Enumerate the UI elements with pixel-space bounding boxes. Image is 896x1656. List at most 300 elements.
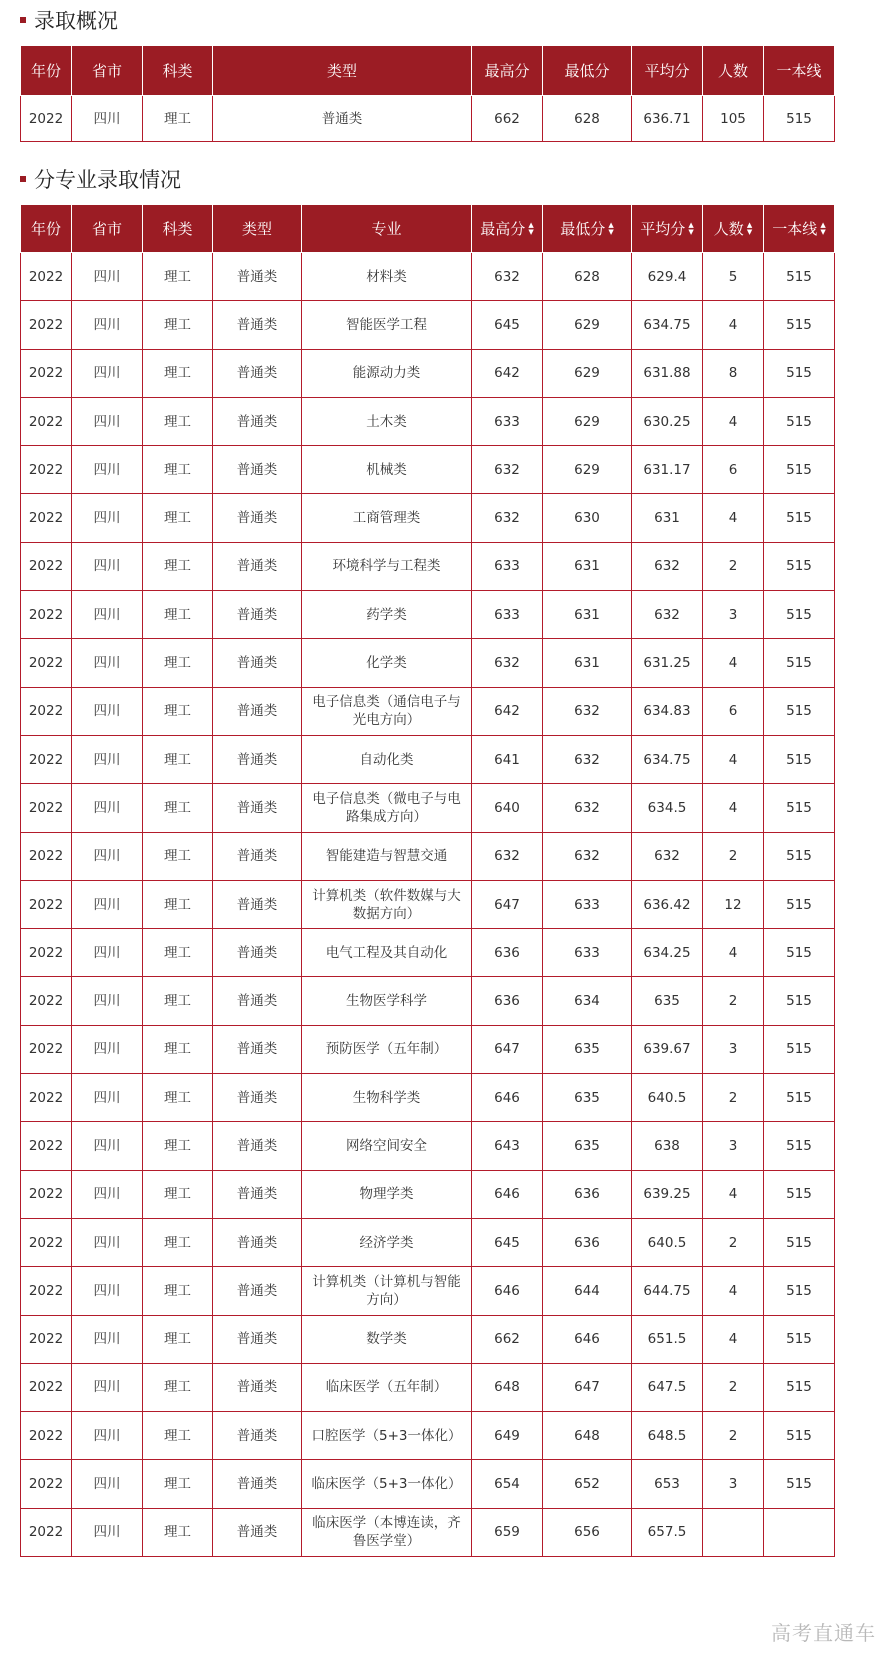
header-label: 省市 xyxy=(91,220,122,238)
table-cell: 662 xyxy=(472,1315,543,1363)
table-cell: 四川 xyxy=(72,446,143,494)
table-cell: 635 xyxy=(543,1074,632,1122)
header-label: 科类 xyxy=(162,220,193,238)
table-row xyxy=(21,977,835,1025)
table-cell: 515 xyxy=(764,1412,835,1460)
table-cell: 普通类 xyxy=(213,301,302,349)
table-cell: 普通类 xyxy=(213,591,302,639)
table-cell: 4 xyxy=(703,1170,764,1218)
table-cell: 640.5 xyxy=(632,1074,703,1122)
table-cell: 2022 xyxy=(21,1122,72,1170)
table-cell: 4 xyxy=(703,639,764,687)
table-cell: 8 xyxy=(703,349,764,397)
table-cell: 理工 xyxy=(143,1315,213,1363)
header-label: 人数 xyxy=(717,62,748,80)
header-label: 省市 xyxy=(91,62,122,80)
summary-cell: 515 xyxy=(764,96,835,142)
table-row xyxy=(21,1315,835,1363)
header-label: 年份 xyxy=(30,220,61,238)
table-cell: 3 xyxy=(703,591,764,639)
table-cell: 四川 xyxy=(72,1025,143,1073)
table-cell: 3 xyxy=(703,1025,764,1073)
table-cell: 普通类 xyxy=(213,929,302,977)
table-cell: 632 xyxy=(472,494,543,542)
table-cell: 652 xyxy=(543,1460,632,1508)
table-cell: 普通类 xyxy=(213,253,302,301)
section-title-majors xyxy=(20,166,181,192)
table-cell: 理工 xyxy=(143,880,213,928)
major-name-cell: 电子信息类（通信电子与光电方向） xyxy=(302,687,472,735)
major-name-cell: 计算机类（计算机与智能方向） xyxy=(302,1267,472,1315)
table-cell: 2022 xyxy=(21,1218,72,1266)
table-cell: 515 xyxy=(764,1460,835,1508)
table-cell: 四川 xyxy=(72,1412,143,1460)
table-row xyxy=(21,687,835,735)
table-cell: 642 xyxy=(472,687,543,735)
summary-header-cell xyxy=(543,46,632,96)
table-cell: 515 xyxy=(764,446,835,494)
header-label: 最高分 xyxy=(480,220,526,238)
header-label: 一本线 xyxy=(772,220,818,238)
table-cell: 2022 xyxy=(21,1074,72,1122)
table-cell: 四川 xyxy=(72,591,143,639)
table-cell: 515 xyxy=(764,1170,835,1218)
table-cell: 6 xyxy=(703,446,764,494)
table-cell: 四川 xyxy=(72,880,143,928)
table-cell: 普通类 xyxy=(213,832,302,880)
table-cell: 634.25 xyxy=(632,929,703,977)
table-cell: 631 xyxy=(543,639,632,687)
majors-table xyxy=(20,204,835,1557)
table-cell: 635 xyxy=(543,1025,632,1073)
table-cell: 4 xyxy=(703,1267,764,1315)
table-cell: 理工 xyxy=(143,1170,213,1218)
table-cell: 515 xyxy=(764,591,835,639)
table-cell: 四川 xyxy=(72,1315,143,1363)
major-name-cell: 网络空间安全 xyxy=(302,1122,472,1170)
table-row xyxy=(21,253,835,301)
table-cell: 647 xyxy=(472,1025,543,1073)
major-name-cell: 计算机类（软件数媒与大数据方向） xyxy=(302,880,472,928)
table-cell: 515 xyxy=(764,301,835,349)
table-cell: 636 xyxy=(472,929,543,977)
table-cell: 515 xyxy=(764,1218,835,1266)
table-cell: 四川 xyxy=(72,1122,143,1170)
major-name-cell: 电气工程及其自动化 xyxy=(302,929,472,977)
table-cell: 638 xyxy=(632,1122,703,1170)
table-cell: 642 xyxy=(472,349,543,397)
table-cell: 636 xyxy=(543,1218,632,1266)
table-cell: 普通类 xyxy=(213,542,302,590)
table-cell: 2022 xyxy=(21,832,72,880)
majors-header-cell[interactable] xyxy=(543,205,632,253)
table-cell: 四川 xyxy=(72,1508,143,1556)
table-cell: 2022 xyxy=(21,1508,72,1556)
table-cell: 普通类 xyxy=(213,1267,302,1315)
table-cell: 普通类 xyxy=(213,977,302,1025)
table-cell: 647.5 xyxy=(632,1363,703,1411)
major-name-cell: 工商管理类 xyxy=(302,494,472,542)
table-cell: 理工 xyxy=(143,542,213,590)
table-cell: 理工 xyxy=(143,349,213,397)
table-cell: 理工 xyxy=(143,301,213,349)
table-cell: 四川 xyxy=(72,397,143,445)
table-cell: 629 xyxy=(543,301,632,349)
table-cell: 648 xyxy=(543,1412,632,1460)
majors-header-cell[interactable] xyxy=(632,205,703,253)
table-cell: 632 xyxy=(472,639,543,687)
summary-header-cell xyxy=(472,46,543,96)
summary-header-cell xyxy=(703,46,764,96)
table-cell: 4 xyxy=(703,397,764,445)
major-name-cell: 电子信息类（微电子与电路集成方向） xyxy=(302,784,472,832)
major-name-cell: 化学类 xyxy=(302,639,472,687)
table-cell: 2022 xyxy=(21,1170,72,1218)
table-cell: 理工 xyxy=(143,1412,213,1460)
table-row xyxy=(21,832,835,880)
table-row xyxy=(21,591,835,639)
table-cell: 2022 xyxy=(21,542,72,590)
header-label: 人数 xyxy=(713,220,744,238)
table-cell: 646 xyxy=(472,1267,543,1315)
table-cell: 633 xyxy=(472,542,543,590)
table-cell: 2022 xyxy=(21,639,72,687)
summary-cell: 628 xyxy=(543,96,632,142)
table-cell: 普通类 xyxy=(213,880,302,928)
table-row xyxy=(21,880,835,928)
table-cell: 640.5 xyxy=(632,1218,703,1266)
table-cell: 634.83 xyxy=(632,687,703,735)
major-name-cell: 智能医学工程 xyxy=(302,301,472,349)
table-cell: 2022 xyxy=(21,1363,72,1411)
table-cell: 理工 xyxy=(143,929,213,977)
table-cell: 631.88 xyxy=(632,349,703,397)
table-cell: 635 xyxy=(543,1122,632,1170)
table-cell: 515 xyxy=(764,832,835,880)
table-cell: 515 xyxy=(764,253,835,301)
header-label: 科类 xyxy=(162,62,193,80)
table-cell: 普通类 xyxy=(213,349,302,397)
table-cell: 2 xyxy=(703,1363,764,1411)
table-cell: 理工 xyxy=(143,397,213,445)
table-row xyxy=(21,349,835,397)
table-cell: 四川 xyxy=(72,1074,143,1122)
majors-header-cell xyxy=(213,205,302,253)
table-row xyxy=(21,1412,835,1460)
table-cell: 515 xyxy=(764,349,835,397)
table-cell: 普通类 xyxy=(213,1460,302,1508)
table-cell: 2 xyxy=(703,1412,764,1460)
majors-header-cell xyxy=(302,205,472,253)
table-row xyxy=(21,1170,835,1218)
table-cell: 515 xyxy=(764,735,835,783)
table-cell: 515 xyxy=(764,1363,835,1411)
table-cell: 4 xyxy=(703,929,764,977)
major-name-cell: 物理学类 xyxy=(302,1170,472,1218)
table-cell: 4 xyxy=(703,784,764,832)
table-cell: 四川 xyxy=(72,735,143,783)
table-cell: 515 xyxy=(764,494,835,542)
table-cell: 理工 xyxy=(143,687,213,735)
table-cell: 四川 xyxy=(72,977,143,1025)
table-cell: 四川 xyxy=(72,1460,143,1508)
table-cell: 理工 xyxy=(143,1218,213,1266)
table-cell: 理工 xyxy=(143,1363,213,1411)
table-cell: 631 xyxy=(543,591,632,639)
table-cell: 四川 xyxy=(72,639,143,687)
table-cell: 633 xyxy=(472,397,543,445)
summary-cell: 普通类 xyxy=(213,96,472,142)
table-cell: 四川 xyxy=(72,494,143,542)
title-bullet-icon xyxy=(20,176,26,182)
majors-header-cell xyxy=(143,205,213,253)
title-bullet-icon xyxy=(20,17,26,23)
summary-header-cell xyxy=(21,46,72,96)
table-cell: 四川 xyxy=(72,784,143,832)
table-cell: 普通类 xyxy=(213,639,302,687)
table-cell: 659 xyxy=(472,1508,543,1556)
summary-cell: 662 xyxy=(472,96,543,142)
table-cell xyxy=(703,1508,764,1556)
table-cell: 四川 xyxy=(72,1218,143,1266)
table-cell: 515 xyxy=(764,1074,835,1122)
table-cell: 理工 xyxy=(143,639,213,687)
table-cell: 2022 xyxy=(21,735,72,783)
major-name-cell: 自动化类 xyxy=(302,735,472,783)
table-row xyxy=(21,1363,835,1411)
table-cell: 2022 xyxy=(21,1025,72,1073)
table-cell: 普通类 xyxy=(213,1315,302,1363)
table-cell: 656 xyxy=(543,1508,632,1556)
table-cell: 634.75 xyxy=(632,301,703,349)
majors-header-cell[interactable] xyxy=(472,205,543,253)
sort-icon[interactable]: ▲ ▼ xyxy=(820,220,826,236)
table-cell: 2 xyxy=(703,1074,764,1122)
table-cell: 639.67 xyxy=(632,1025,703,1073)
summary-header-cell xyxy=(632,46,703,96)
table-cell: 651.5 xyxy=(632,1315,703,1363)
summary-header-cell xyxy=(213,46,472,96)
summary-header-cell xyxy=(143,46,213,96)
table-cell: 2 xyxy=(703,542,764,590)
table-row xyxy=(21,1122,835,1170)
table-row xyxy=(21,1218,835,1266)
table-cell: 2022 xyxy=(21,1267,72,1315)
table-cell: 515 xyxy=(764,1025,835,1073)
table-cell: 640 xyxy=(472,784,543,832)
summary-table xyxy=(20,45,835,142)
major-name-cell: 环境科学与工程类 xyxy=(302,542,472,590)
table-cell: 2022 xyxy=(21,1315,72,1363)
table-cell: 633 xyxy=(543,929,632,977)
table-cell: 643 xyxy=(472,1122,543,1170)
table-row xyxy=(21,639,835,687)
watermark: 高考直通车 xyxy=(771,1621,876,1645)
header-label: 专业 xyxy=(371,220,402,238)
majors-title-text: 分专业录取情况 xyxy=(34,168,181,192)
major-name-cell: 智能建造与智慧交通 xyxy=(302,832,472,880)
table-cell: 632 xyxy=(543,735,632,783)
major-name-cell: 临床医学（五年制） xyxy=(302,1363,472,1411)
table-cell: 普通类 xyxy=(213,1170,302,1218)
table-cell: 普通类 xyxy=(213,1363,302,1411)
table-cell: 647 xyxy=(472,880,543,928)
table-cell: 633 xyxy=(472,591,543,639)
summary-cell: 四川 xyxy=(72,96,143,142)
table-cell: 631 xyxy=(632,494,703,542)
table-cell: 515 xyxy=(764,784,835,832)
table-cell: 636 xyxy=(472,977,543,1025)
table-cell: 4 xyxy=(703,494,764,542)
table-cell: 632 xyxy=(632,591,703,639)
table-cell: 636 xyxy=(543,1170,632,1218)
table-cell: 理工 xyxy=(143,1267,213,1315)
major-name-cell: 口腔医学（5+3一体化） xyxy=(302,1412,472,1460)
table-cell: 四川 xyxy=(72,349,143,397)
major-name-cell: 临床医学（5+3一体化） xyxy=(302,1460,472,1508)
table-cell: 645 xyxy=(472,1218,543,1266)
table-cell: 普通类 xyxy=(213,1025,302,1073)
table-cell: 515 xyxy=(764,929,835,977)
table-cell: 四川 xyxy=(72,687,143,735)
overview-title-text: 录取概况 xyxy=(34,9,118,33)
table-cell: 515 xyxy=(764,1315,835,1363)
table-cell: 理工 xyxy=(143,832,213,880)
table-cell: 理工 xyxy=(143,1460,213,1508)
summary-header-cell xyxy=(72,46,143,96)
table-cell: 3 xyxy=(703,1460,764,1508)
table-cell: 633 xyxy=(543,880,632,928)
table-cell: 515 xyxy=(764,639,835,687)
table-cell: 630 xyxy=(543,494,632,542)
table-cell: 2022 xyxy=(21,253,72,301)
table-cell: 629 xyxy=(543,349,632,397)
table-row xyxy=(21,494,835,542)
table-cell: 普通类 xyxy=(213,1218,302,1266)
table-cell: 632 xyxy=(543,784,632,832)
table-cell: 628 xyxy=(543,253,632,301)
table-cell: 653 xyxy=(632,1460,703,1508)
sort-icon[interactable]: ▲ ▼ xyxy=(608,220,614,236)
table-cell: 普通类 xyxy=(213,687,302,735)
table-cell: 2022 xyxy=(21,397,72,445)
table-cell: 四川 xyxy=(72,832,143,880)
table-cell: 普通类 xyxy=(213,1412,302,1460)
table-cell: 四川 xyxy=(72,542,143,590)
table-cell: 2022 xyxy=(21,591,72,639)
table-cell: 515 xyxy=(764,687,835,735)
section-title-overview xyxy=(20,7,118,33)
table-row xyxy=(21,1267,835,1315)
header-label: 最低分 xyxy=(564,62,610,80)
table-cell: 四川 xyxy=(72,1267,143,1315)
table-cell: 632 xyxy=(472,446,543,494)
table-cell: 648.5 xyxy=(632,1412,703,1460)
major-name-cell: 材料类 xyxy=(302,253,472,301)
table-cell: 6 xyxy=(703,687,764,735)
table-row xyxy=(21,735,835,783)
table-cell: 理工 xyxy=(143,591,213,639)
table-cell: 646 xyxy=(543,1315,632,1363)
table-cell: 5 xyxy=(703,253,764,301)
table-cell: 普通类 xyxy=(213,494,302,542)
table-cell: 理工 xyxy=(143,784,213,832)
table-cell: 四川 xyxy=(72,1170,143,1218)
table-row xyxy=(21,1460,835,1508)
sort-icon[interactable]: ▲ ▼ xyxy=(746,220,753,236)
table-cell: 理工 xyxy=(143,253,213,301)
table-cell: 644.75 xyxy=(632,1267,703,1315)
table-cell: 515 xyxy=(764,1122,835,1170)
table-cell: 2022 xyxy=(21,349,72,397)
table-cell: 654 xyxy=(472,1460,543,1508)
summary-cell: 636.71 xyxy=(632,96,703,142)
major-name-cell: 生物科学类 xyxy=(302,1074,472,1122)
table-cell: 641 xyxy=(472,735,543,783)
table-cell: 635 xyxy=(632,977,703,1025)
table-cell: 理工 xyxy=(143,1074,213,1122)
table-cell: 631 xyxy=(543,542,632,590)
header-label: 最低分 xyxy=(560,220,606,238)
header-label: 类型 xyxy=(326,62,357,80)
table-cell: 12 xyxy=(703,880,764,928)
table-cell xyxy=(764,1508,835,1556)
table-cell: 4 xyxy=(703,301,764,349)
table-cell: 2 xyxy=(703,1218,764,1266)
table-cell: 657.5 xyxy=(632,1508,703,1556)
table-row xyxy=(21,397,835,445)
table-cell: 四川 xyxy=(72,301,143,349)
table-cell: 4 xyxy=(703,735,764,783)
header-label: 年份 xyxy=(30,62,61,80)
header-label: 最高分 xyxy=(484,62,530,80)
table-cell: 2022 xyxy=(21,494,72,542)
table-cell: 2022 xyxy=(21,1460,72,1508)
table-cell: 理工 xyxy=(143,735,213,783)
table-cell: 515 xyxy=(764,397,835,445)
major-name-cell: 能源动力类 xyxy=(302,349,472,397)
major-name-cell: 药学类 xyxy=(302,591,472,639)
table-cell: 2022 xyxy=(21,977,72,1025)
table-row xyxy=(21,1074,835,1122)
table-cell: 515 xyxy=(764,977,835,1025)
header-label: 平均分 xyxy=(644,62,690,80)
header-label: 平均分 xyxy=(640,220,686,238)
major-name-cell: 机械类 xyxy=(302,446,472,494)
summary-header-cell xyxy=(764,46,835,96)
table-cell: 四川 xyxy=(72,253,143,301)
table-cell: 631.17 xyxy=(632,446,703,494)
table-cell: 639.25 xyxy=(632,1170,703,1218)
table-cell: 647 xyxy=(543,1363,632,1411)
table-row xyxy=(21,929,835,977)
sort-icon[interactable]: ▲ ▼ xyxy=(528,220,534,236)
table-cell: 629 xyxy=(543,446,632,494)
table-row xyxy=(21,1508,835,1556)
table-cell: 645 xyxy=(472,301,543,349)
table-cell: 2 xyxy=(703,977,764,1025)
summary-cell: 2022 xyxy=(21,96,72,142)
major-name-cell: 预防医学（五年制） xyxy=(302,1025,472,1073)
table-cell: 普通类 xyxy=(213,1122,302,1170)
table-cell: 634.5 xyxy=(632,784,703,832)
majors-header-cell xyxy=(21,205,72,253)
majors-header-cell[interactable] xyxy=(764,205,835,253)
table-cell: 普通类 xyxy=(213,735,302,783)
table-cell: 四川 xyxy=(72,1363,143,1411)
sort-icon[interactable]: ▲ ▼ xyxy=(688,220,694,236)
majors-header-cell[interactable] xyxy=(703,205,764,253)
